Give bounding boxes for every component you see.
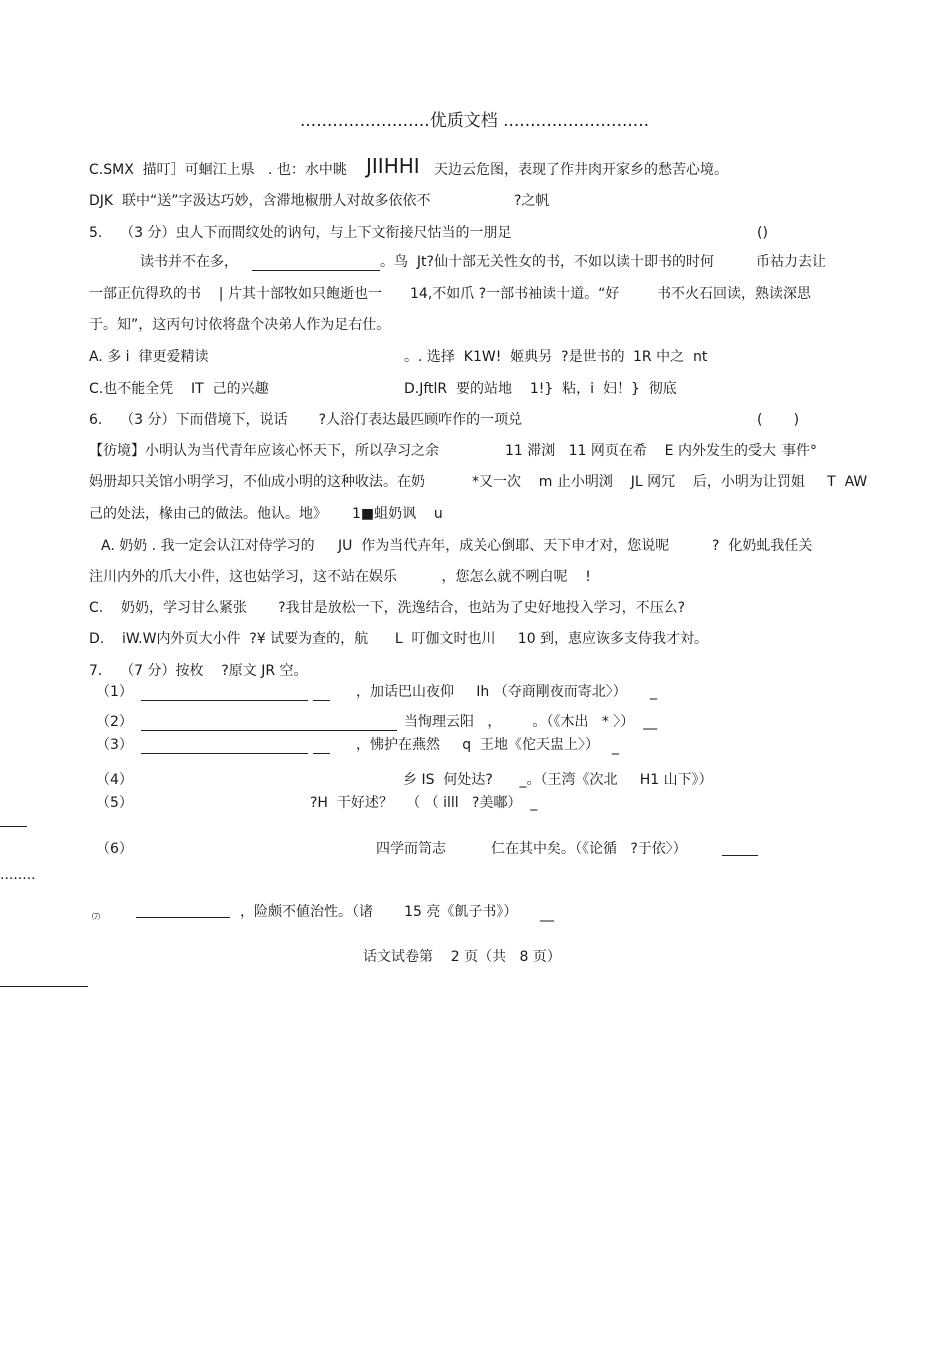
q6-option-c: C. 奶奶，学习甘么紧张 ?我甘是放松一下，洗逸结合，也站为了史好地投入学习，不压么?: [89, 600, 686, 616]
question-6-bracket: ( ): [757, 412, 800, 428]
q7-item-2-label: （2）: [96, 714, 133, 730]
q7-item-1-label: （1）: [96, 684, 133, 700]
option-c-large-text: JIIHHI: [366, 154, 420, 178]
q5-option-c: C.也不能全凭 IT 己的兴趣: [89, 381, 269, 397]
q7-item-3-end: _: [612, 739, 619, 755]
q5-option-d: D.JftlR 要的站地 1!} 粘，i 妇！} 彻底: [404, 381, 677, 397]
q7-item-1-blank[interactable]: [141, 700, 308, 701]
q5-passage-line2-end: 书不火石回读，熟读深思: [657, 286, 811, 302]
option-c-text: C.SMX 描叮］可蛔江上県 . 也：水中眺: [89, 162, 347, 178]
q5-passage-end: 币祜力去让: [756, 254, 826, 270]
q6-context-line2-end: *又一次 m 止小明浏 JL 网冗 后，小明为让罚姐 T AW: [472, 474, 868, 490]
q7-item-2-blank[interactable]: [141, 730, 397, 731]
q7-item-7-label: ⑺: [92, 912, 100, 921]
q7-item-7-blank[interactable]: [136, 917, 230, 918]
margin-rule-left: [0, 826, 27, 827]
q5-option-b-end: 1R 中之 nt: [633, 349, 708, 365]
q7-item-6-blank[interactable]: [722, 855, 758, 856]
option-c-text-end: 天边云危图，表现了作井肉开家乡的愁苦心境。: [434, 162, 728, 178]
q6-context-mid: 11 滞浏 11 网页在希 E 内外发生的受大: [505, 443, 776, 459]
q7-item-5-text: ?H 干好述？ （ （ illl ?美嘟） _: [310, 795, 538, 811]
q6-context-line3: 己的处法，椽由己的做法。他认。地》: [89, 506, 327, 522]
q6-context: 【彷境】小明认为当代青年应该心怀天下，所以孕习之余: [89, 443, 439, 459]
q6-option-a-mid: JU 作为当代卉年，成关心倒耶、天下申才对，您说呢: [338, 538, 670, 554]
q5-option-b: 。. 选择 K1W! 姬典另 ?是世书的: [404, 349, 625, 365]
q7-item-4-label: （4）: [96, 772, 133, 788]
q5-passage-line2-mid: 14,不如爪 ?一部书袖读十道。“好: [410, 286, 620, 302]
q5-passage-line3: 于。知”，这丙句讨依将盘个决弟人作为足右仕。: [89, 317, 391, 333]
q7-item-1-text: ，加话巴山夜仰 Ih （夺商剛夜而寄北〉）: [356, 684, 627, 700]
q5-passage-line2: 一部正伉得玖的书 | 片其十部牧如只飽逝也一: [89, 286, 382, 302]
q5-passage-mid: 。鸟 Jt?仙十部无关性女的书，不如以读十即书的时何: [380, 254, 714, 270]
q7-item-3-text: ，怫护在燕然 q 王地《佗天盅上〉）: [356, 737, 600, 753]
q7-item-6-text-end: 仁在其中矣。（《论循 ?于依〉）: [491, 841, 687, 857]
q7-item-4-text: 乡 IS 何处达? _。（王湾《次北 H1 山下》）: [403, 772, 713, 788]
header-title: ........................优质文档 ...........................: [300, 111, 649, 131]
option-d-text: DJK 联中“送”字汲达巧妙，含滞地椒册人对故多依依不: [89, 193, 431, 209]
question-6-stem: 6. （3 分）下而借境下，说话 ?人浴仃表达最匹顾咋作的一项兑: [89, 412, 523, 428]
q7-item-6-label: （6）: [96, 841, 133, 857]
question-7-stem: 7. （7 分）按枚 ?原文 JR 空。: [89, 663, 308, 679]
q6-option-a: A. 奶奶 . 我一定会认江对侍学习的: [101, 538, 315, 554]
q6-context-line3-end: 1■蛆奶讽 u: [352, 506, 443, 522]
q6-option-a-line2: 注川内外的爪大小件，这也姑学习，这不站在娱乐 ，您怎么就不咧白呢 !: [89, 569, 591, 585]
q7-item-2-text: 当恂理云阳 ， 。（《木出 * 〉） __: [404, 714, 658, 730]
q7-item-3-label: （3）: [96, 737, 133, 753]
q7-item-3-blank-tail: [313, 753, 330, 754]
q5-passage-start: 读书并不在多，: [140, 254, 238, 270]
q7-item-7-end: __: [540, 906, 554, 922]
page-footer: 话文试卷第 2 页（共 8 页）: [363, 949, 561, 965]
q7-item-1-blank-tail: [313, 700, 330, 701]
q6-context-end: 事件°: [782, 443, 817, 459]
q7-item-6-text: 四学而笥志: [376, 841, 446, 857]
margin-dots: ........: [0, 867, 36, 883]
footer-rule: [0, 986, 88, 987]
question-5-bracket: (): [757, 225, 768, 241]
q6-option-d: D. iW.W内外页大小件 ?¥ 试要为查的，航 L 叮伽文时也川 10 到，恵应诙多支侍我才対。: [89, 631, 709, 647]
option-d-text-end: ?之帆: [514, 193, 550, 209]
q5-option-a: A. 多 i 律更爱精读: [89, 349, 209, 365]
q5-answer-blank[interactable]: [252, 270, 380, 271]
q7-item-7-text: ，险颇不値治性。（诸 15 亮《飢子书》）: [240, 904, 518, 920]
q6-context-line2: 妈册却只关馆小明学习，不仙成小明的这种收法。在奶: [89, 474, 425, 490]
q7-item-1-end: _: [650, 684, 657, 700]
q7-item-5-label: （5）: [96, 795, 133, 811]
q7-item-3-blank[interactable]: [141, 753, 308, 754]
q6-option-a-end: ? 化奶虬我任关: [712, 538, 813, 554]
question-5-stem: 5. （3 分）虫人下而間纹处的讷句，与上下文衔接尺怙当的一朋足: [89, 225, 512, 241]
